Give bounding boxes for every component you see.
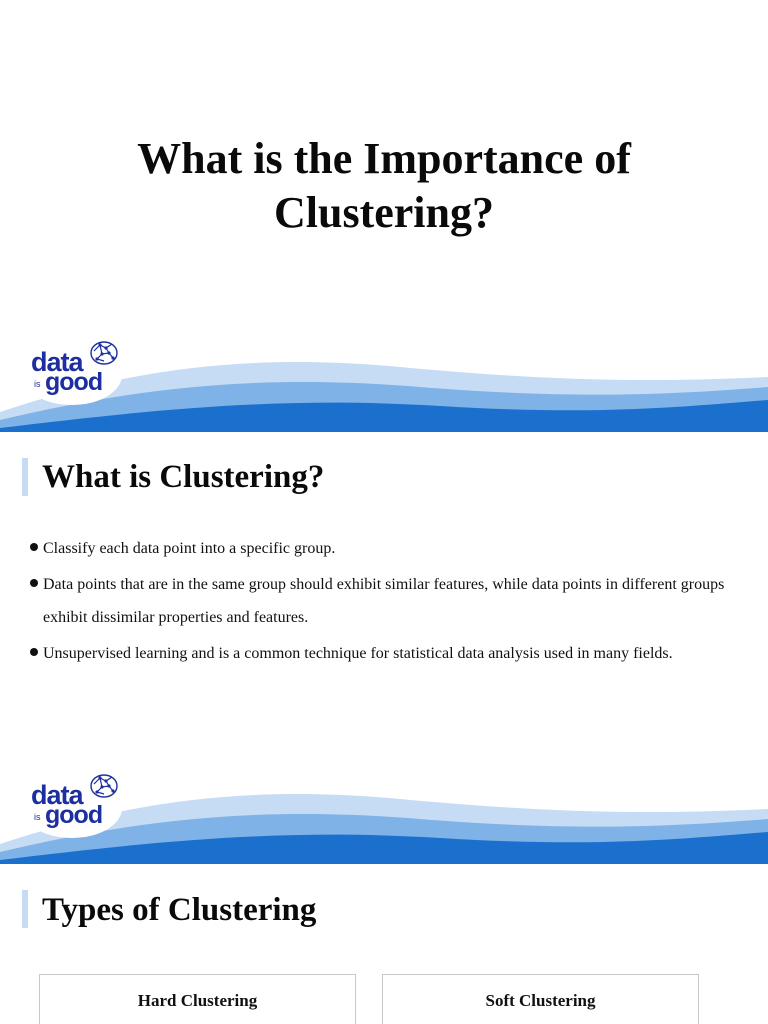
soft-clustering-box: [382, 974, 699, 1024]
heading-accent-bar: [22, 458, 28, 496]
hard-clustering-box: [39, 974, 356, 1024]
slide-types-of-clustering: [0, 864, 768, 1024]
logo-word-data: data: [31, 780, 83, 810]
slide-title: [0, 0, 768, 432]
data-is-good-logo: [22, 345, 122, 405]
logo-word-good: good: [45, 801, 103, 829]
logo-word-data: data: [31, 347, 83, 377]
logo-word-is: is: [34, 379, 41, 389]
logo-word-is: is: [34, 812, 41, 822]
slide-heading: Types of Clustering: [42, 892, 317, 928]
title-line-1: What is the Importance of: [137, 134, 631, 183]
brain-network-icon: [89, 772, 119, 800]
box-label: Soft Clustering: [485, 991, 596, 1010]
heading-accent-bar: [22, 890, 28, 928]
data-is-good-logo: [22, 778, 122, 838]
bullet-item: Classify each data point into a specific group.: [30, 532, 740, 565]
slide-what-is-clustering: [0, 432, 768, 864]
slide-heading: What is Clustering?: [42, 459, 325, 495]
brain-network-icon: [89, 339, 119, 367]
presentation-title: [0, 132, 768, 240]
box-label: Hard Clustering: [137, 991, 258, 1010]
bullet-list: [30, 532, 740, 670]
title-line-2: Clustering?: [274, 188, 494, 237]
bullet-item: Data points that are in the same group should exhibit similar features, while data points in different groups exhibit dissimilar properties and features.: [30, 568, 740, 634]
logo-word-good: good: [45, 368, 103, 396]
bullet-item: Unsupervised learning and is a common technique for statistical data analysis used in many fields.: [30, 637, 740, 670]
